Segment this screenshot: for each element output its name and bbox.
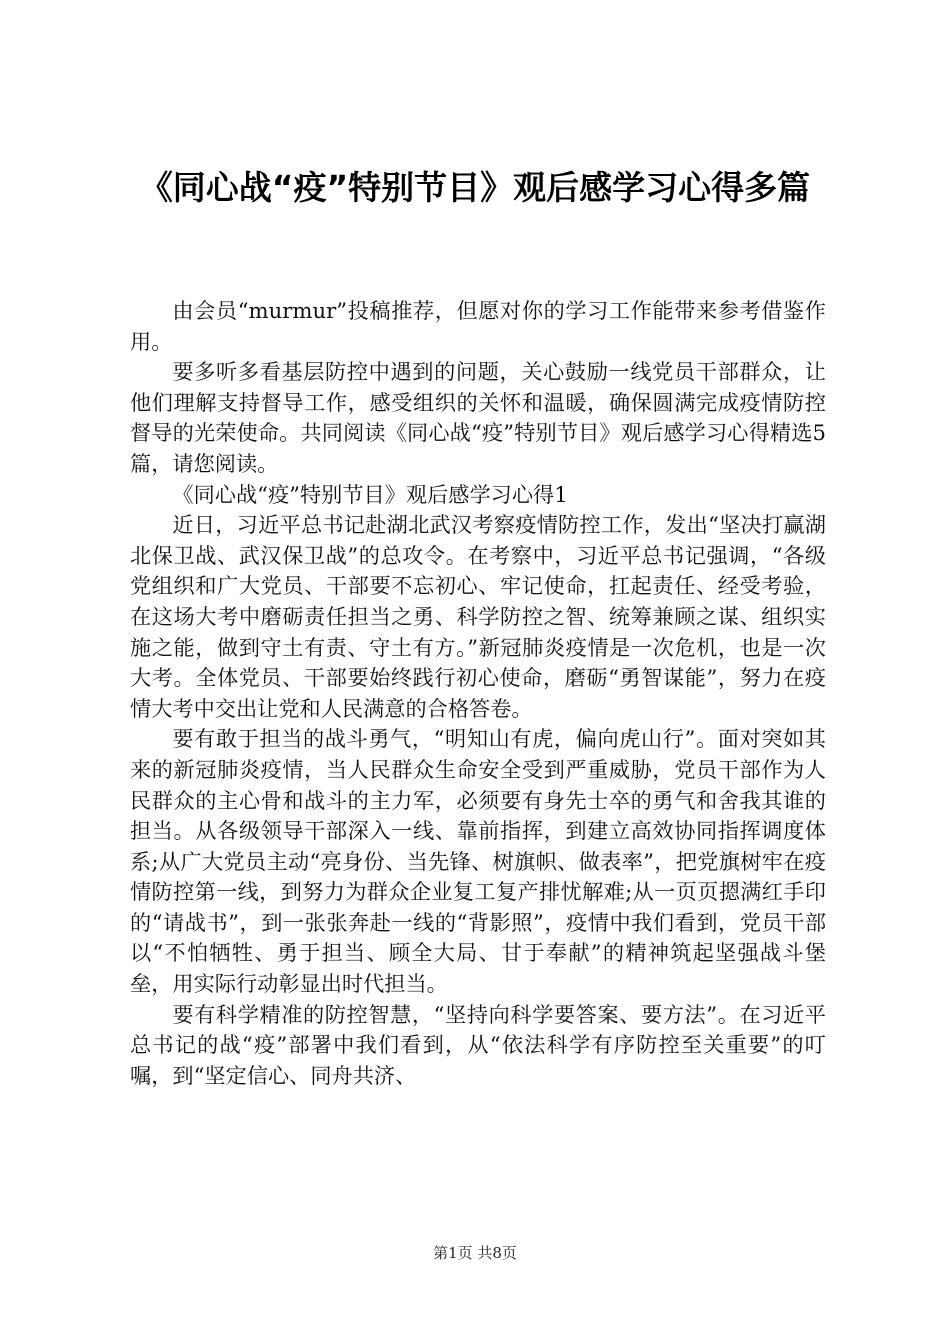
document-title: 《同心战“疫”特别节目》观后感学习心得多篇 (139, 168, 811, 207)
body-paragraph: 要有敢于担当的战斗勇气，“明知山有虎，偏向虎山行”。面对突如其来的新冠肺炎疫情，当人民群众生命安全受到严重威胁，党员干部作为人民群众的主心骨和战斗的主力军，必须要有身先士卒的勇气和舍我其谁的担当。从各级领导干部深入一线、靠前指挥，到建立高效协同指挥调度体系;从广大党员主动“亮身份、当先锋、树旗帜、做表率”，把党旗树牢在疫情防控第一线，到努力为群众企业复工复产排忧解难;从一页页摁满红手印的“请战书”，到一张张奔赴一线的“背影照”，疫情中我们看到，党员干部以“不怕牺牲、勇于担当、顾全大局、甘于奉献”的精神筑起坚强战斗堡垒，用实际行动彰显出时代担当。 (130, 726, 826, 997)
document-body (130, 296, 826, 1091)
summary-paragraph: 要多听多看基层防控中遇到的问题，关心鼓励一线党员干部群众，让他们理解支持督导工作，感受组织的关怀和温暖，确保圆满完成疫情防控督导的光荣使命。共同阅读《同心战“疫”特别节目》观后感学习心得精选5篇，请您阅读。 (130, 359, 826, 476)
section-heading: 《同心战“疫”特别节目》观后感学习心得1 (172, 481, 568, 507)
intro-paragraph: 由会员“murmur”投稿推荐，但愿对你的学习工作能带来参考借鉴作用。 (130, 298, 826, 354)
body-paragraph: 要有科学精准的防控智慧，“坚持向科学要答案、要方法”。在习近平总书记的战“疫”部署中我们看到，从“依法科学有序防控至关重要”的叮嘱，到“坚定信心、同舟共济、 (130, 1001, 826, 1088)
page-footer: 第1页 共8页 (433, 1244, 517, 1262)
body-paragraph: 近日，习近平总书记赴湖北武汉考察疫情防控工作，发出“坚决打赢湖北保卫战、武汉保卫战”的总攻令。在考察中，习近平总书记强调，“各级党组织和广大党员、干部要不忘初心、牢记使命，扛起责任、经受考验，在这场大考中磨砺责任担当之勇、科学防控之智、统筹兼顾之谋、组织实施之能，做到守土有责、守土有方。”新冠肺炎疫情是一次危机，也是一次大考。全体党员、干部要始终践行初心使命，磨砺“勇智谋能”，努力在疫情大考中交出让党和人民满意的合格答卷。 (130, 512, 826, 721)
